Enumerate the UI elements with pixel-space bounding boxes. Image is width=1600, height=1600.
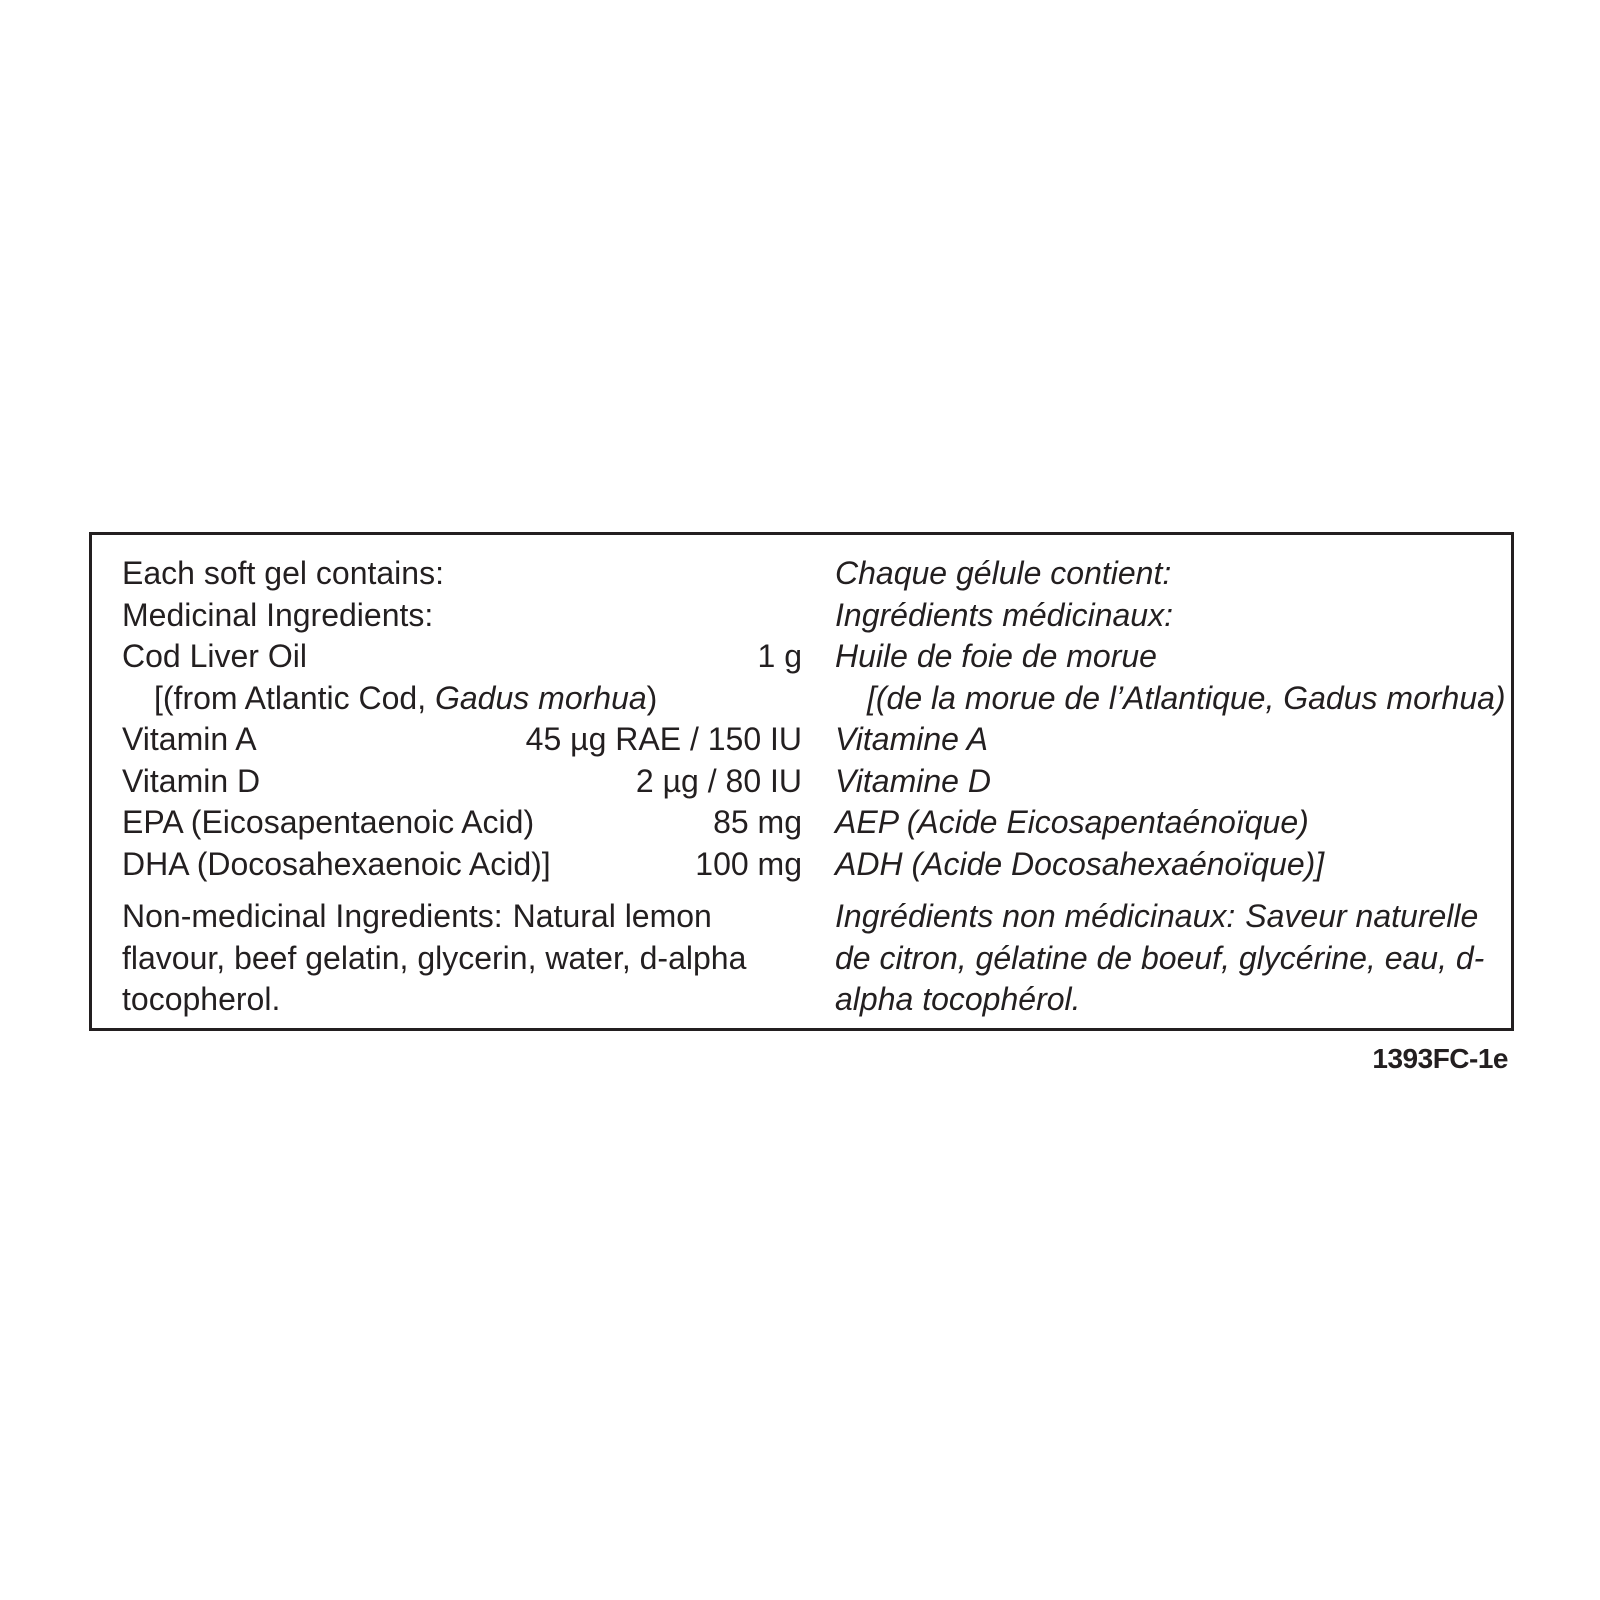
french-column [835,553,1506,1021]
ingredient-amount: 100 mg [695,845,802,882]
ingredient-name: Cod Liver Oil [122,638,307,674]
ingredient-row [122,802,802,844]
english-heading [122,553,802,595]
non-medicinal-text: Natural lemon flavour, beef gelatin, glycerin, water, d-alpha tocopherol. [122,898,747,1017]
ingredient-amount: 85 mg [713,804,802,840]
source-prefix: [(from Atlantic Cod, [154,679,435,716]
ingredient-name: AEP (Acide Eicosapentaénoïque) [835,804,1309,840]
ingredient-row [122,719,802,761]
ingredient-source [835,678,1506,720]
ingredient-row [835,636,1500,678]
non-medicinal-text: Saveur naturelle de citron, gélatine de boeuf, glycérine, eau, d-alpha tocophérol. [835,898,1485,1017]
ingredient-row [835,719,1500,761]
ingredient-name: Vitamine D [835,762,991,799]
label-code: 1393FC-1e [1372,1043,1508,1074]
ingredient-amount: 45 µg RAE / 150 IU [525,721,802,757]
ingredient-row [835,844,1500,886]
ingredient-row [122,636,802,678]
ingredient-amount: 1 g [757,638,802,674]
ingredient-source [122,678,802,720]
french-heading [835,553,1500,595]
ingredient-row [122,761,802,803]
english-subheading [122,595,802,637]
english-non-medicinal [122,896,802,1021]
ingredients-panel [89,532,1514,1031]
english-subheading-text: Medicinal Ingredients: [122,596,434,633]
ingredient-name: Huile de foie de morue [835,638,1157,674]
source-species: Gadus morhua [434,679,647,716]
ingredient-name: EPA (Eicosapentaenoic Acid) [122,804,535,840]
ingredient-row [835,802,1500,844]
non-medicinal-label: Non-medicinal Ingredients: [122,898,503,934]
french-subheading-text: Ingrédients médicinaux: [835,596,1173,633]
ingredient-source-text: [(de la morue de l’Atlantique, Gadus morhua) [867,679,1506,716]
ingredient-name: Vitamin D [122,762,261,799]
english-column [122,553,802,1021]
ingredient-name: ADH (Acide Docosahexaénoïque)] [835,845,1325,882]
source-suffix: ) [646,679,658,716]
ingredient-source-text [154,678,657,720]
ingredient-name: Vitamine A [835,721,988,757]
ingredient-name: Vitamin A [122,721,257,757]
ingredient-row [122,844,802,886]
ingredient-name: DHA (Docosahexaenoic Acid)] [122,845,551,882]
english-heading-text: Each soft gel contains: [122,555,444,591]
french-subheading [835,595,1500,637]
french-heading-text: Chaque gélule contient: [835,555,1172,591]
ingredient-amount: 2 µg / 80 IU [635,762,802,799]
non-medicinal-label: Ingrédients non médicinaux: [835,898,1236,934]
french-non-medicinal [835,896,1500,1021]
ingredient-row [835,761,1500,803]
